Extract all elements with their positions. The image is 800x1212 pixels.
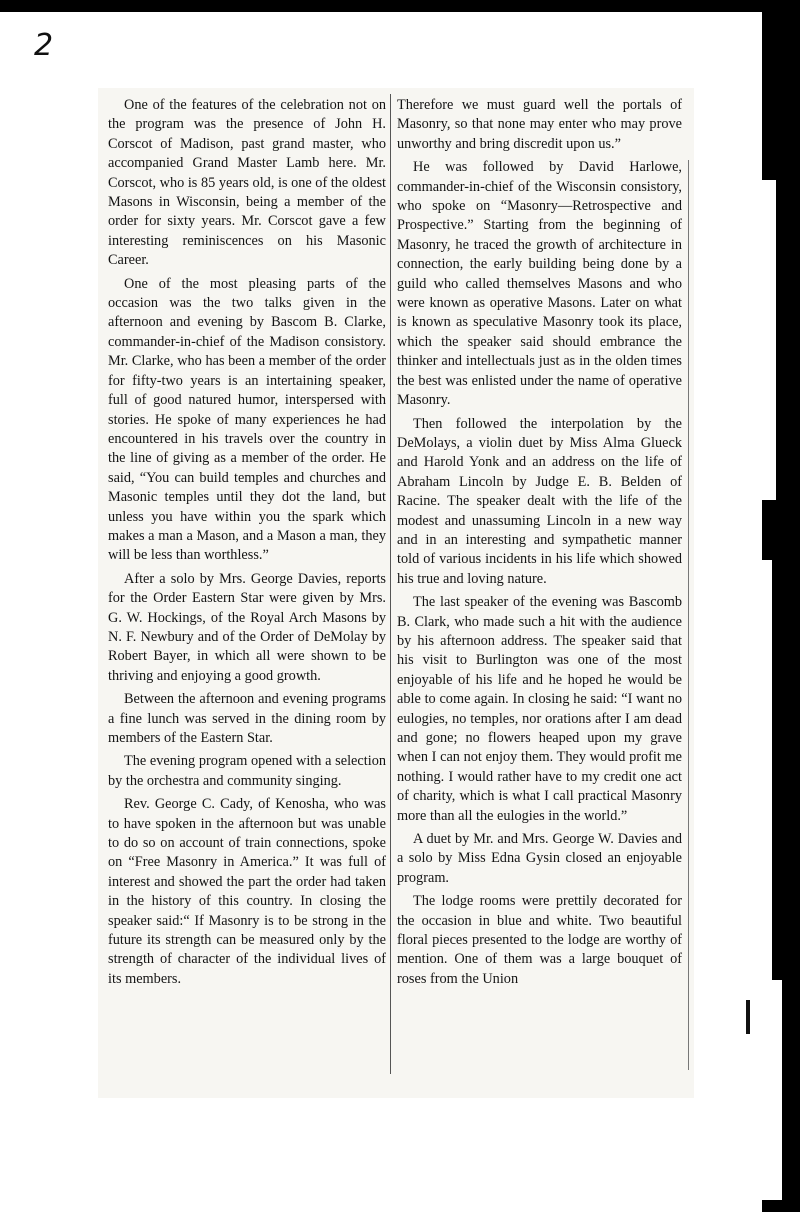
column-rule	[390, 94, 391, 1074]
clipping-right-edge	[688, 160, 689, 1070]
article-column-right	[397, 96, 682, 993]
paragraph: Then followed the interpolation by the DeMolays, a violin duet by Miss Alma Glueck and Harold Yonk and an address on the life of Abraham Lincoln by Judge E. B. Belden of Racine. The speaker dealt with the life of the modest and unassuming Lincoln in a new way and in an interesting and sympathetic manner told of various incidents in his life which showed his true and loving nature.	[397, 415, 682, 587]
paragraph: One of the features of the celebration not on the program was the presence of John H. Corscot of Madison, past grand master, who accompanied Grand Master Lamb here. Mr. Corscot, who is 85 years old, is one of the oldest Masons in Wisconsin, being a member of the order for sixty years. Mr. Corscot gave a few interesting reminiscences on his Masonic Career.	[108, 97, 386, 269]
paragraph: A duet by Mr. and Mrs. George W. Davies and a solo by Miss Edna Gysin closed an enjoyable program.	[397, 831, 682, 886]
edge-mark	[746, 1000, 750, 1034]
paragraph: Rev. George C. Cady, of Kenosha, who was to have spoken in the afternoon but was unable to do so on account of train connections, spoke on “Free Masonry in America.” It was full of interest and showed the part the order had taken in the history of this country. In closing the speaker said:“ If Masonry is to be strong in the future its strength can be measured only by the strength of character of the individual lives of its members.	[108, 796, 386, 987]
paper-edge	[762, 980, 782, 1200]
paper-edge	[762, 560, 772, 980]
paragraph: Therefore we must guard well the portals of Masonry, so that none may enter who may prove unworthy and bring discredit upon us.”	[397, 97, 682, 152]
paragraph: He was followed by David Harlowe, commander-in-chief of the Wisconsin consistory, who spoke on “Masonry—Retrospective and Prospective.” Starting from the beginning of Masonry, he traced the growth of architecture in connection, the early building being done by a guild who called themselves Masons and who were known as operative Masons. Later on what is known as speculative Masonry took its place, which the speaker said should embrance the thinker and intellectuals just as in the olden times the best was enlisted under the name of operative Masonry.	[397, 159, 682, 409]
paragraph: After a solo by Mrs. George Davies, reports for the Order Eastern Star were given by Mrs. G. W. Hockings, of the Royal Arch Masons by N. F. Newbury and of the Order of DeMolay by Robert Bayer, in which all were shown to be thriving and enjoying a good growth.	[108, 570, 386, 684]
paragraph: The lodge rooms were prettily decorated for the occasion in blue and white. Two beautiful floral pieces presented to the lodge are worthy of mention. One of them was a large bouquet of roses from the Union	[397, 893, 682, 987]
paragraph: Between the afternoon and evening programs a fine lunch was served in the dining room by members of the Eastern Star.	[108, 691, 386, 746]
scanner-border-top	[0, 0, 800, 12]
paragraph: One of the most pleasing parts of the occasion was the two talks given in the afternoon and evening by Bascom B. Clarke, commander-in-chief of the Madison consistory. Mr. Clarke, who has been a member of the order for fifty-two years is an intertaining speaker, full of good natured humor, interspersed with stories. He spoke of many experiences he had encountered in his travels over the country in the line of giving as a member of the order. He said, “You can build temples and churches and Masonic temples until they dot the land, but unless you have within you the spark which makes a man a Mason, and a Mason a man, they will be less than worthless.”	[108, 275, 386, 564]
page-number: 2	[34, 28, 54, 63]
paper-edge	[762, 180, 776, 500]
paragraph: The last speaker of the evening was Bascomb B. Clark, who made such a hit with the audience by his afternoon address. The speaker said that his visit to Burlington was one of the most enjoyable of his life and he hoped he would be able to come again. In closing he said: “I want no eulogies, no temples, nor orations after I am dead and gone; no flowers heaped upon my grave when I can not enjoy them. They would profit me nothing. I would rather have to my credit one act of charity, which is what I call practical Masonry more than all the eulogies in the world.”	[397, 594, 682, 824]
article-column-left	[108, 96, 386, 993]
paragraph: The evening program opened with a selection by the orchestra and community singing.	[108, 753, 386, 789]
